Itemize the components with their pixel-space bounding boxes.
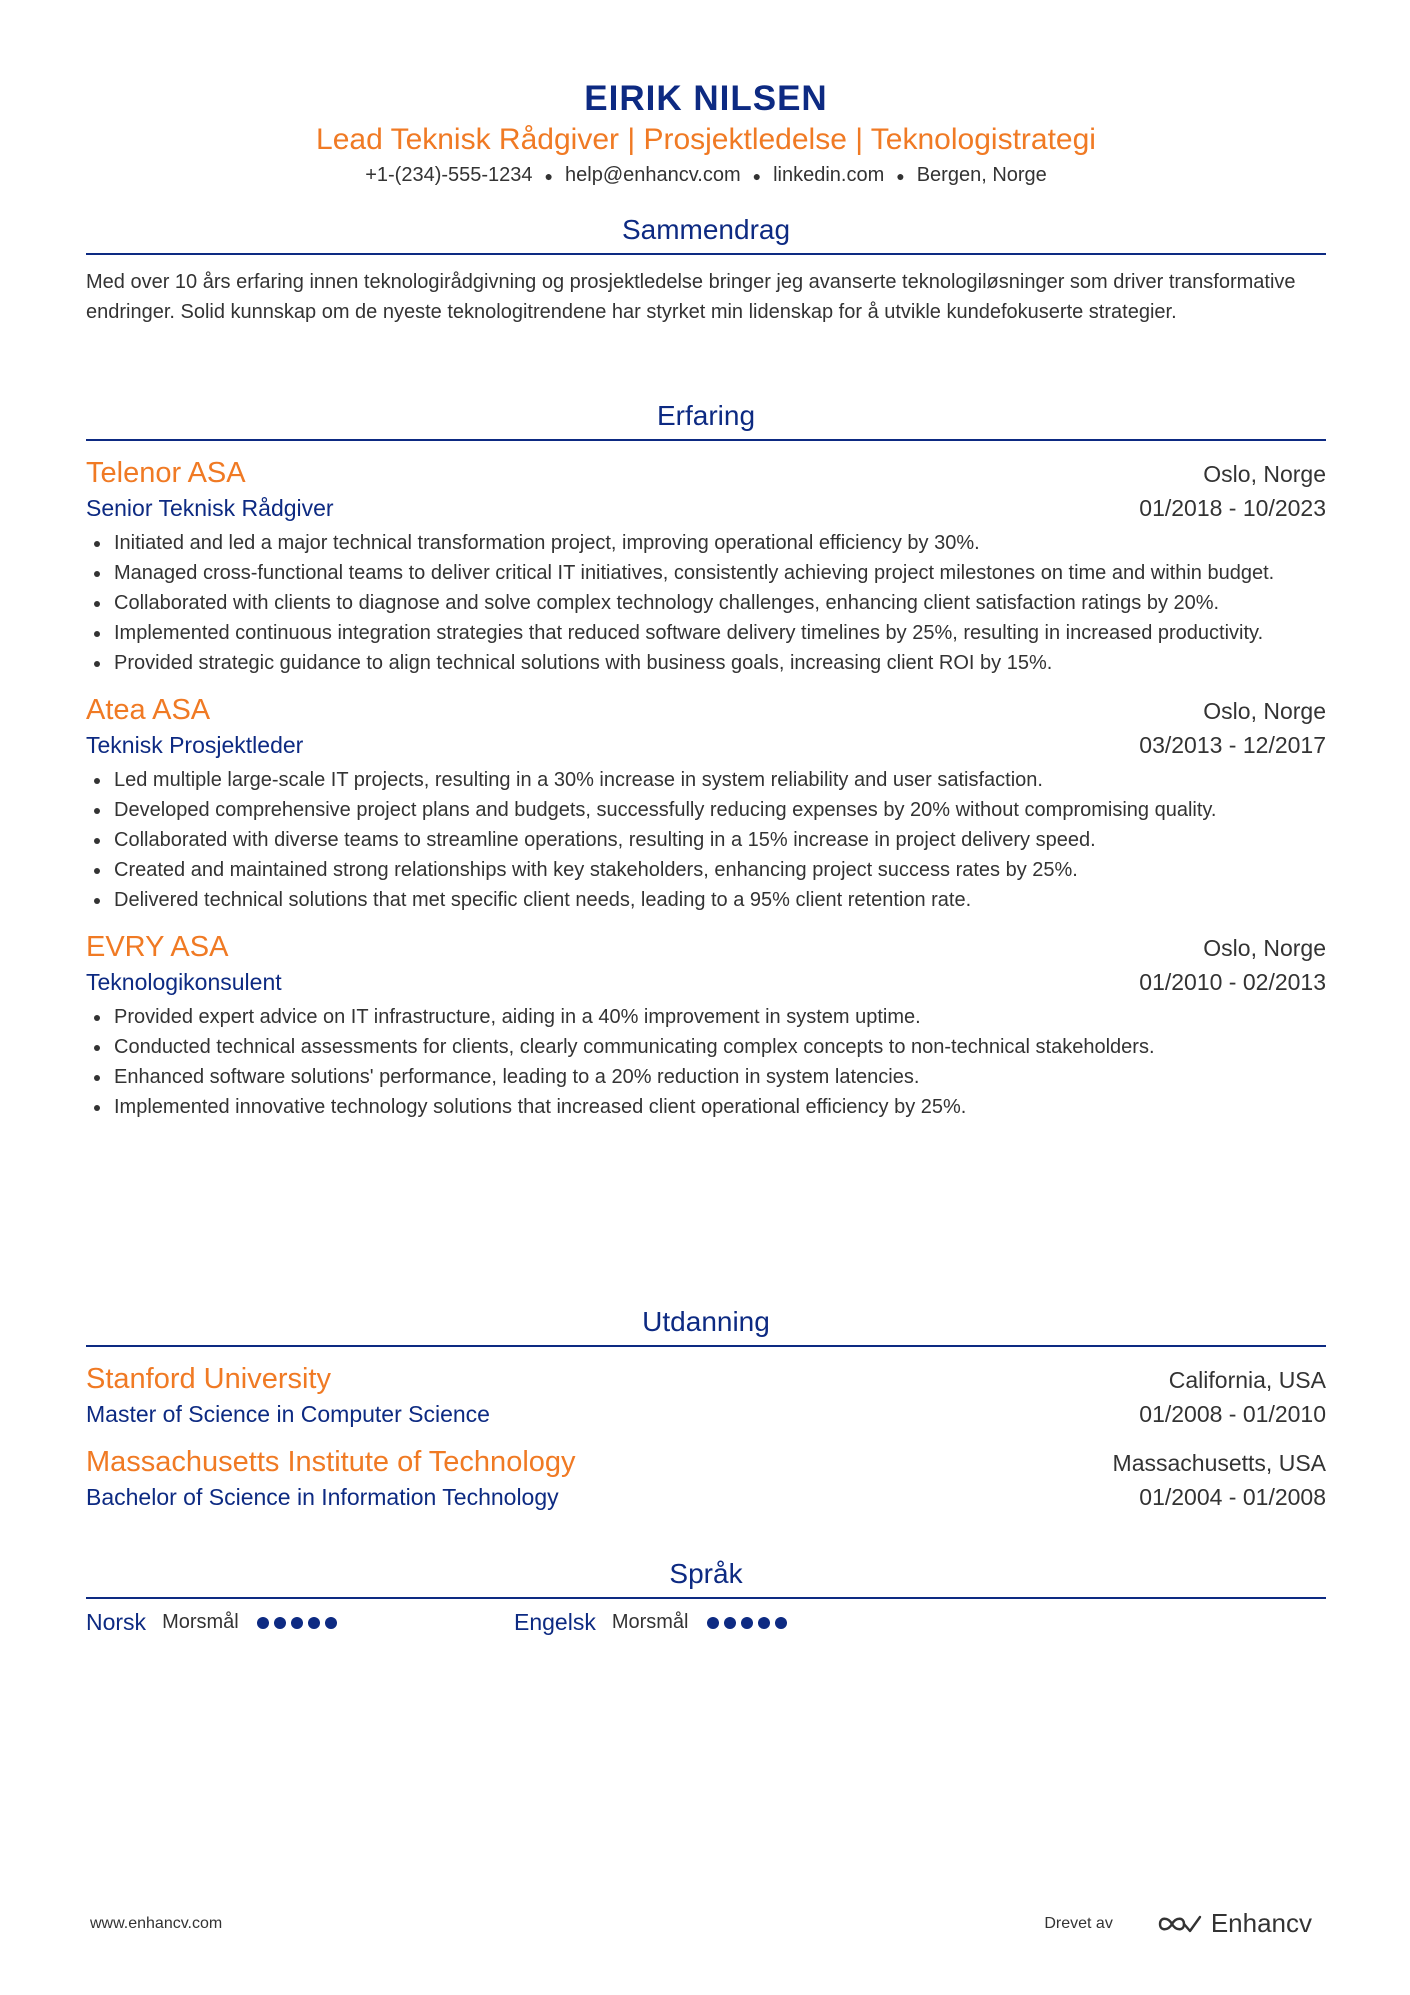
education-entry: [86, 1361, 1326, 1430]
language-item: [86, 1609, 514, 1636]
contact-line: [86, 162, 1326, 189]
section-title-experience: Erfaring: [86, 399, 1326, 441]
bullet-icon: [94, 1105, 100, 1111]
achievement-item: Developed comprehensive project plans and budgets, successfully reducing expenses by 20% without compromising quality.: [86, 795, 1326, 825]
contact-linkedin[interactable]: linkedin.com: [773, 164, 885, 186]
candidate-headline: Lead Teknisk Rådgiver | Prosjektledelse | Teknologistrategi: [316, 123, 1096, 156]
achievement-item: Provided expert advice on IT infrastructure, aiding in a 40% improvement in system uptime.: [86, 1002, 1326, 1032]
bullet-icon: [94, 1015, 100, 1021]
achievement-item: Led multiple large-scale IT projects, resulting in a 30% increase in system reliability and user satisfaction.: [86, 765, 1326, 795]
rating-dot-icon: [325, 1617, 337, 1629]
degree-name: Bachelor of Science in Information Technology: [86, 1484, 559, 1510]
experience-entry: [86, 455, 1326, 678]
job-dates: 01/2010 - 02/2013: [1139, 969, 1326, 995]
job-location: Oslo, Norge: [1203, 461, 1326, 487]
language-name: Engelsk: [514, 1609, 596, 1635]
page-footer: [90, 1908, 1312, 1939]
rating-dot-icon: [257, 1617, 269, 1629]
company-name: Telenor ASA: [86, 457, 246, 489]
bullet-separator-icon: ●: [896, 167, 905, 184]
job-title: Teknisk Prosjektleder: [86, 732, 304, 758]
rating-dot-icon: [758, 1617, 770, 1629]
job-title: Teknologikonsulent: [86, 969, 282, 995]
contact-email[interactable]: help@enhancv.com: [565, 164, 741, 186]
contact-location: Bergen, Norge: [916, 164, 1047, 186]
enhancv-logo[interactable]: [1157, 1908, 1312, 1939]
section-title-languages: Språk: [86, 1557, 1326, 1599]
school-name: Stanford University: [86, 1363, 331, 1395]
bullet-icon: [94, 631, 100, 637]
achievement-item: Implemented innovative technology solutions that increased client operational efficiency by 25%.: [86, 1092, 1326, 1122]
enhancv-logo-icon: [1157, 1913, 1203, 1935]
achievement-item: Collaborated with diverse teams to streamline operations, resulting in a 15% increase in project delivery speed.: [86, 825, 1326, 855]
language-name: Norsk: [86, 1609, 147, 1635]
experience-section: [86, 399, 1326, 1122]
rating-dot-icon: [724, 1617, 736, 1629]
company-name: Atea ASA: [86, 694, 211, 726]
achievement-item: Managed cross-functional teams to deliver critical IT initiatives, consistently achieving project milestones on time and within budget.: [86, 558, 1326, 588]
job-dates: 01/2018 - 10/2023: [1139, 495, 1326, 521]
education-dates: 01/2004 - 01/2008: [1139, 1484, 1326, 1510]
proficiency-dots: [707, 1617, 792, 1629]
achievement-item: Provided strategic guidance to align technical solutions with business goals, increasing client ROI by 15%.: [86, 648, 1326, 678]
achievement-list: [86, 1002, 1326, 1122]
school-name: Massachusetts Institute of Technology: [86, 1446, 576, 1478]
job-location: Oslo, Norge: [1203, 698, 1326, 724]
bullet-icon: [94, 868, 100, 874]
job-title: Senior Teknisk Rådgiver: [86, 495, 334, 521]
bullet-icon: [94, 778, 100, 784]
section-title-summary: Sammendrag: [86, 213, 1326, 255]
achievement-list: [86, 528, 1326, 678]
experience-entry: [86, 692, 1326, 915]
school-location: California, USA: [1168, 1367, 1326, 1393]
bullet-icon: [94, 898, 100, 904]
summary-section: [86, 213, 1326, 327]
bullet-icon: [94, 661, 100, 667]
rating-dot-icon: [274, 1617, 286, 1629]
achievement-item: Delivered technical solutions that met specific client needs, leading to a 95% client retention rate.: [86, 885, 1326, 915]
achievement-list: [86, 765, 1326, 915]
footer-url[interactable]: www.enhancv.com: [90, 1914, 223, 1932]
achievement-item: Implemented continuous integration strategies that reduced software delivery timelines by 25%, resulting in increased productivity.: [86, 618, 1326, 648]
rating-dot-icon: [291, 1617, 303, 1629]
bullet-icon: [94, 601, 100, 607]
language-level: Morsmål: [611, 1611, 689, 1633]
degree-name: Master of Science in Computer Science: [86, 1401, 490, 1427]
language-level: Morsmål: [162, 1611, 239, 1633]
bullet-icon: [94, 1075, 100, 1081]
bullet-separator-icon: ●: [752, 167, 762, 184]
education-dates: 01/2008 - 01/2010: [1139, 1401, 1326, 1427]
job-dates: 03/2013 - 12/2017: [1139, 732, 1326, 758]
rating-dot-icon: [707, 1617, 719, 1629]
achievement-item: Collaborated with clients to diagnose and solve complex technology challenges, enhancing client satisfaction ratings by 20%.: [86, 588, 1326, 618]
achievement-item: Conducted technical assessments for clients, clearly communicating complex concepts to non-technical stakeholders.: [86, 1032, 1326, 1062]
bullet-icon: [94, 808, 100, 814]
achievement-item: Created and maintained strong relationships with key stakeholders, enhancing project success rates by 25%.: [86, 855, 1326, 885]
section-title-education: Utdanning: [86, 1305, 1326, 1347]
footer-branding: [1044, 1908, 1312, 1939]
language-list: [86, 1609, 1326, 1636]
brand-name: Enhancv: [1210, 1908, 1312, 1938]
job-location: Oslo, Norge: [1203, 935, 1326, 961]
education-section: [86, 1305, 1326, 1513]
bullet-separator-icon: ●: [544, 167, 554, 184]
bullet-icon: [94, 838, 100, 844]
rating-dot-icon: [741, 1617, 753, 1629]
bullet-icon: [94, 1045, 100, 1051]
rating-dot-icon: [308, 1617, 320, 1629]
bullet-icon: [94, 541, 100, 547]
languages-section: [86, 1557, 1326, 1636]
achievement-item: Enhanced software solutions' performance, leading to a 20% reduction in system latencies.: [86, 1062, 1326, 1092]
summary-text: Med over 10 års erfaring innen teknologirådgivning og prosjektledelse bringer jeg avanserte teknologiløsninger som driver transformative endringer. Solid kunnskap om de nyeste teknologitrendene har styrket min lidenskap for å utvikle kundefokuserte strategier.: [86, 271, 1296, 323]
school-location: Massachusetts, USA: [1112, 1450, 1326, 1476]
bullet-icon: [94, 571, 100, 577]
rating-dot-icon: [775, 1617, 787, 1629]
company-name: EVRY ASA: [86, 931, 229, 963]
education-entry: [86, 1444, 1326, 1513]
contact-phone: +1-(234)-555-1234: [365, 164, 533, 186]
achievement-item: Initiated and led a major technical transformation project, improving operational efficiency by 30%.: [86, 528, 1326, 558]
experience-entry: [86, 929, 1326, 1122]
proficiency-dots: [257, 1617, 342, 1629]
resume-header: [86, 78, 1326, 189]
language-item: [514, 1609, 942, 1636]
candidate-name: EIRIK NILSEN: [584, 79, 828, 118]
powered-by-label: Drevet av: [1044, 1914, 1113, 1932]
